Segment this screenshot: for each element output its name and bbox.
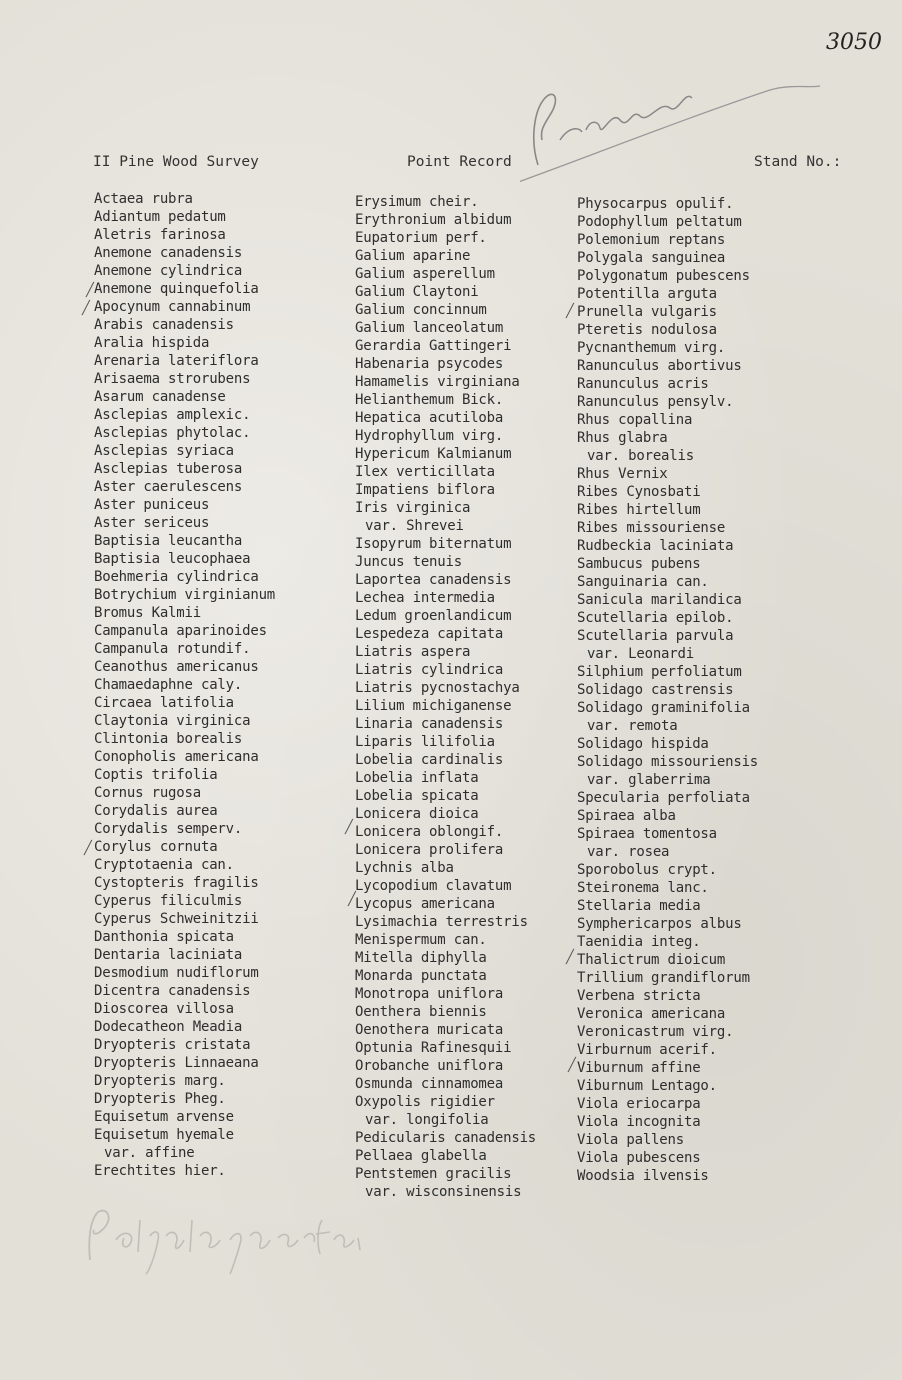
species-entry: Cyperus Schweinitzii <box>94 911 259 927</box>
species-entry: Dryopteris cristata <box>94 1037 251 1053</box>
stand-number-label: Stand No.: <box>754 154 842 170</box>
species-entry: Campanula aparinoides <box>94 623 267 639</box>
species-entry: Menispermum can. <box>355 932 487 948</box>
species-entry: Pteretis nodulosa <box>577 322 717 338</box>
species-entry: Asclepias phytolac. <box>94 425 251 441</box>
species-column-1 <box>94 190 275 1180</box>
page-number: 3050 <box>826 30 882 55</box>
species-entry: Viburnum Lentago. <box>577 1078 717 1094</box>
species-entry: Physocarpus opulif. <box>577 196 734 212</box>
species-entry: Rhus Vernix <box>577 466 668 482</box>
species-entry: Isopyrum biternatum <box>355 536 512 552</box>
species-entry: Hepatica acutiloba <box>355 410 504 426</box>
species-entry: Polygonatum pubescens <box>577 268 750 284</box>
species-entry: Thalictrum dioicum <box>577 952 726 968</box>
species-entry: var. borealis <box>587 448 694 464</box>
species-entry: Lilium michiganense <box>355 698 512 714</box>
species-entry: Dryopteris marg. <box>94 1073 226 1089</box>
species-entry: Corylus cornuta <box>94 839 218 855</box>
species-entry: Circaea latifolia <box>94 695 234 711</box>
species-entry: Veronicastrum virg. <box>577 1024 734 1040</box>
species-entry: Dryopteris Pheg. <box>94 1091 226 1107</box>
species-entry: Aralia hispida <box>94 335 210 351</box>
species-entry: Aletris farinosa <box>94 227 226 243</box>
species-entry: Rudbeckia laciniata <box>577 538 734 554</box>
species-entry: Specularia perfoliata <box>577 790 750 806</box>
species-column-3 <box>577 195 758 1185</box>
species-entry: Lobelia spicata <box>355 788 479 804</box>
species-entry: Anemone quinquefolia <box>94 281 259 297</box>
species-entry: Galium concinnum <box>355 302 487 318</box>
species-entry: Galium asperellum <box>355 266 495 282</box>
species-entry: Iris virginica <box>355 500 471 516</box>
species-entry: Equisetum arvense <box>94 1109 234 1125</box>
species-entry: Rhus glabra <box>577 430 668 446</box>
check-mark-icon: ╱ <box>566 950 574 965</box>
species-entry: Impatiens biflora <box>355 482 495 498</box>
species-entry: Pedicularis canadensis <box>355 1130 537 1146</box>
species-entry: Oenothera muricata <box>355 1022 504 1038</box>
species-entry: Pentstemen gracilis <box>355 1166 512 1182</box>
species-entry: Viburnum affine <box>577 1060 701 1076</box>
survey-title: II Pine Wood Survey <box>93 154 259 170</box>
species-entry: Eupatorium perf. <box>355 230 487 246</box>
species-entry: Pellaea glabella <box>355 1148 487 1164</box>
check-mark-icon: ╱ <box>86 283 94 298</box>
species-entry: Claytonia virginica <box>94 713 251 729</box>
handwritten-present-note <box>520 70 850 190</box>
species-entry: Helianthemum Bick. <box>355 392 504 408</box>
species-entry: Aster caerulescens <box>94 479 243 495</box>
species-entry: Cryptotaenia can. <box>94 857 234 873</box>
species-entry: Aster puniceus <box>94 497 210 513</box>
species-entry: Rhus copallina <box>577 412 693 428</box>
species-entry: Orobanche uniflora <box>355 1058 504 1074</box>
species-entry: Sanguinaria can. <box>577 574 709 590</box>
species-entry: Asclepias amplexic. <box>94 407 251 423</box>
species-entry: Hydrophyllum virg. <box>355 428 504 444</box>
species-entry: Solidago graminifolia <box>577 700 750 716</box>
species-entry: var. Shrevei <box>365 518 464 534</box>
species-entry: Laportea canadensis <box>355 572 512 588</box>
species-entry: Liatris pycnostachya <box>355 680 520 696</box>
species-entry: Anemone cylindrica <box>94 263 243 279</box>
species-entry: Lychnis alba <box>355 860 454 876</box>
species-entry: Boehmeria cylindrica <box>94 569 259 585</box>
species-entry: Stellaria media <box>577 898 701 914</box>
species-entry: Corydalis aurea <box>94 803 218 819</box>
species-entry: Prunella vulgaris <box>577 304 717 320</box>
species-entry: var. remota <box>587 718 678 734</box>
species-entry: Botrychium virginianum <box>94 587 276 603</box>
species-entry: Trillium grandiflorum <box>577 970 750 986</box>
species-entry: Scutellaria epilob. <box>577 610 734 626</box>
species-entry: Podophyllum peltatum <box>577 214 742 230</box>
species-entry: Ribes missouriense <box>577 520 726 536</box>
species-entry: Anemone canadensis <box>94 245 243 261</box>
species-entry: Lobelia inflata <box>355 770 479 786</box>
species-entry: Asclepias syriaca <box>94 443 234 459</box>
check-mark-icon: ╱ <box>345 820 353 835</box>
species-entry: Viola incognita <box>577 1114 701 1130</box>
species-entry: Baptisia leucantha <box>94 533 243 549</box>
species-entry: Solidago castrensis <box>577 682 734 698</box>
species-entry: Dodecatheon Meadia <box>94 1019 243 1035</box>
species-entry: Actaea rubra <box>94 191 193 207</box>
species-entry: Sporobolus crypt. <box>577 862 717 878</box>
species-entry: Steironema lanc. <box>577 880 709 896</box>
species-entry: Sanicula marilandica <box>577 592 742 608</box>
species-entry: Baptisia leucophaea <box>94 551 251 567</box>
species-entry: Viola pallens <box>577 1132 684 1148</box>
species-entry: Arabis canadensis <box>94 317 234 333</box>
species-entry: Viola eriocarpa <box>577 1096 701 1112</box>
species-entry: var. Leonardi <box>587 646 694 662</box>
species-entry: Apocynum cannabinum <box>94 299 251 315</box>
species-entry: Corydalis semperv. <box>94 821 243 837</box>
species-entry: Oxypolis rigidier <box>355 1094 495 1110</box>
check-mark-icon: ╱ <box>348 892 356 907</box>
species-entry: Aster sericeus <box>94 515 210 531</box>
species-entry: Dryopteris Linnaeana <box>94 1055 259 1071</box>
species-entry: Liatris cylindrica <box>355 662 504 678</box>
species-entry: Symphericarpos albus <box>577 916 742 932</box>
check-mark-icon: ╱ <box>82 301 90 316</box>
species-column-2 <box>355 193 536 1201</box>
species-entry: Dioscorea villosa <box>94 1001 234 1017</box>
species-entry: Campanula rotundif. <box>94 641 251 657</box>
species-entry: Erythronium albidum <box>355 212 512 228</box>
species-entry: Solidago hispida <box>577 736 709 752</box>
species-entry: Lysimachia terrestris <box>355 914 528 930</box>
species-entry: Solidago missouriensis <box>577 754 759 770</box>
species-entry: Arisaema strorubens <box>94 371 251 387</box>
species-entry: Lobelia cardinalis <box>355 752 504 768</box>
species-entry: Danthonia spicata <box>94 929 234 945</box>
species-entry: Clintonia borealis <box>94 731 243 747</box>
species-entry: Asarum canadense <box>94 389 226 405</box>
species-entry: Ceanothus americanus <box>94 659 259 675</box>
species-entry: Asclepias tuberosa <box>94 461 243 477</box>
species-entry: Lycopodium clavatum <box>355 878 512 894</box>
species-entry: var. rosea <box>587 844 670 860</box>
species-entry: Veronica americana <box>577 1006 726 1022</box>
check-mark-icon: ╱ <box>84 841 92 856</box>
species-entry: Lechea intermedia <box>355 590 495 606</box>
species-entry: Bromus Kalmii <box>94 605 201 621</box>
species-entry: Erechtites hier. <box>94 1163 226 1179</box>
species-entry: Hamamelis virginiana <box>355 374 520 390</box>
handwritten-polygala-note <box>80 1200 370 1280</box>
species-entry: Cystopteris fragilis <box>94 875 259 891</box>
species-entry: Ledum groenlandicum <box>355 608 512 624</box>
species-entry: Coptis trifolia <box>94 767 218 783</box>
species-entry: Erysimum cheir. <box>355 194 479 210</box>
species-entry: Arenaria lateriflora <box>94 353 259 369</box>
species-entry: Ranunculus abortivus <box>577 358 742 374</box>
species-entry: Chamaedaphne caly. <box>94 677 243 693</box>
species-entry: Lespedeza capitata <box>355 626 504 642</box>
species-entry: Silphium perfoliatum <box>577 664 742 680</box>
species-entry: Verbena stricta <box>577 988 701 1004</box>
species-entry: Optunia Rafinesquii <box>355 1040 512 1056</box>
check-mark-icon: ╱ <box>568 1058 576 1073</box>
species-entry: Osmunda cinnamomea <box>355 1076 504 1092</box>
species-entry: Dicentra canadensis <box>94 983 251 999</box>
species-entry: Galium aparine <box>355 248 471 264</box>
species-entry: Galium Claytoni <box>355 284 479 300</box>
species-entry: var. glaberrima <box>587 772 711 788</box>
species-entry: var. wisconsinensis <box>365 1184 522 1200</box>
species-entry: Virburnum acerif. <box>577 1042 717 1058</box>
species-entry: var. affine <box>104 1145 195 1161</box>
species-entry: Polemonium reptans <box>577 232 726 248</box>
species-entry: Taenidia integ. <box>577 934 701 950</box>
species-entry: Mitella diphylla <box>355 950 487 966</box>
species-entry: Ribes hirtellum <box>577 502 701 518</box>
species-entry: Dentaria laciniata <box>94 947 243 963</box>
species-entry: Liatris aspera <box>355 644 471 660</box>
species-entry: Sambucus pubens <box>577 556 701 572</box>
species-entry: Monarda punctata <box>355 968 487 984</box>
species-entry: Conopholis americana <box>94 749 259 765</box>
species-entry: Viola pubescens <box>577 1150 701 1166</box>
species-entry: Potentilla arguta <box>577 286 717 302</box>
species-entry: Liparis lilifolia <box>355 734 495 750</box>
species-entry: Adiantum pedatum <box>94 209 226 225</box>
species-entry: Ilex verticillata <box>355 464 495 480</box>
species-entry: Polygala sanguinea <box>577 250 726 266</box>
species-entry: Spiraea tomentosa <box>577 826 717 842</box>
species-entry: Ranunculus acris <box>577 376 709 392</box>
species-entry: Cyperus filiculmis <box>94 893 243 909</box>
species-entry: Ranunculus pensylv. <box>577 394 734 410</box>
species-entry: Galium lanceolatum <box>355 320 504 336</box>
check-mark-icon: ╱ <box>566 304 574 319</box>
species-entry: Equisetum hyemale <box>94 1127 234 1143</box>
species-entry: Cornus rugosa <box>94 785 201 801</box>
species-entry: Hypericum Kalmianum <box>355 446 512 462</box>
species-entry: var. longifolia <box>365 1112 489 1128</box>
species-entry: Monotropa uniflora <box>355 986 504 1002</box>
species-entry: Spiraea alba <box>577 808 676 824</box>
species-entry: Desmodium nudiflorum <box>94 965 259 981</box>
record-type: Point Record <box>407 154 512 170</box>
species-entry: Lonicera oblongif. <box>355 824 504 840</box>
species-entry: Lonicera dioica <box>355 806 479 822</box>
species-entry: Linaria canadensis <box>355 716 504 732</box>
species-entry: Lycopus americana <box>355 896 495 912</box>
species-entry: Ribes Cynosbati <box>577 484 701 500</box>
species-entry: Oenthera biennis <box>355 1004 487 1020</box>
species-entry: Gerardia Gattingeri <box>355 338 512 354</box>
species-entry: Pycnanthemum virg. <box>577 340 726 356</box>
species-entry: Lonicera prolifera <box>355 842 504 858</box>
species-entry: Woodsia ilvensis <box>577 1168 709 1184</box>
species-entry: Habenaria psycodes <box>355 356 504 372</box>
species-entry: Scutellaria parvula <box>577 628 734 644</box>
species-entry: Juncus tenuis <box>355 554 462 570</box>
